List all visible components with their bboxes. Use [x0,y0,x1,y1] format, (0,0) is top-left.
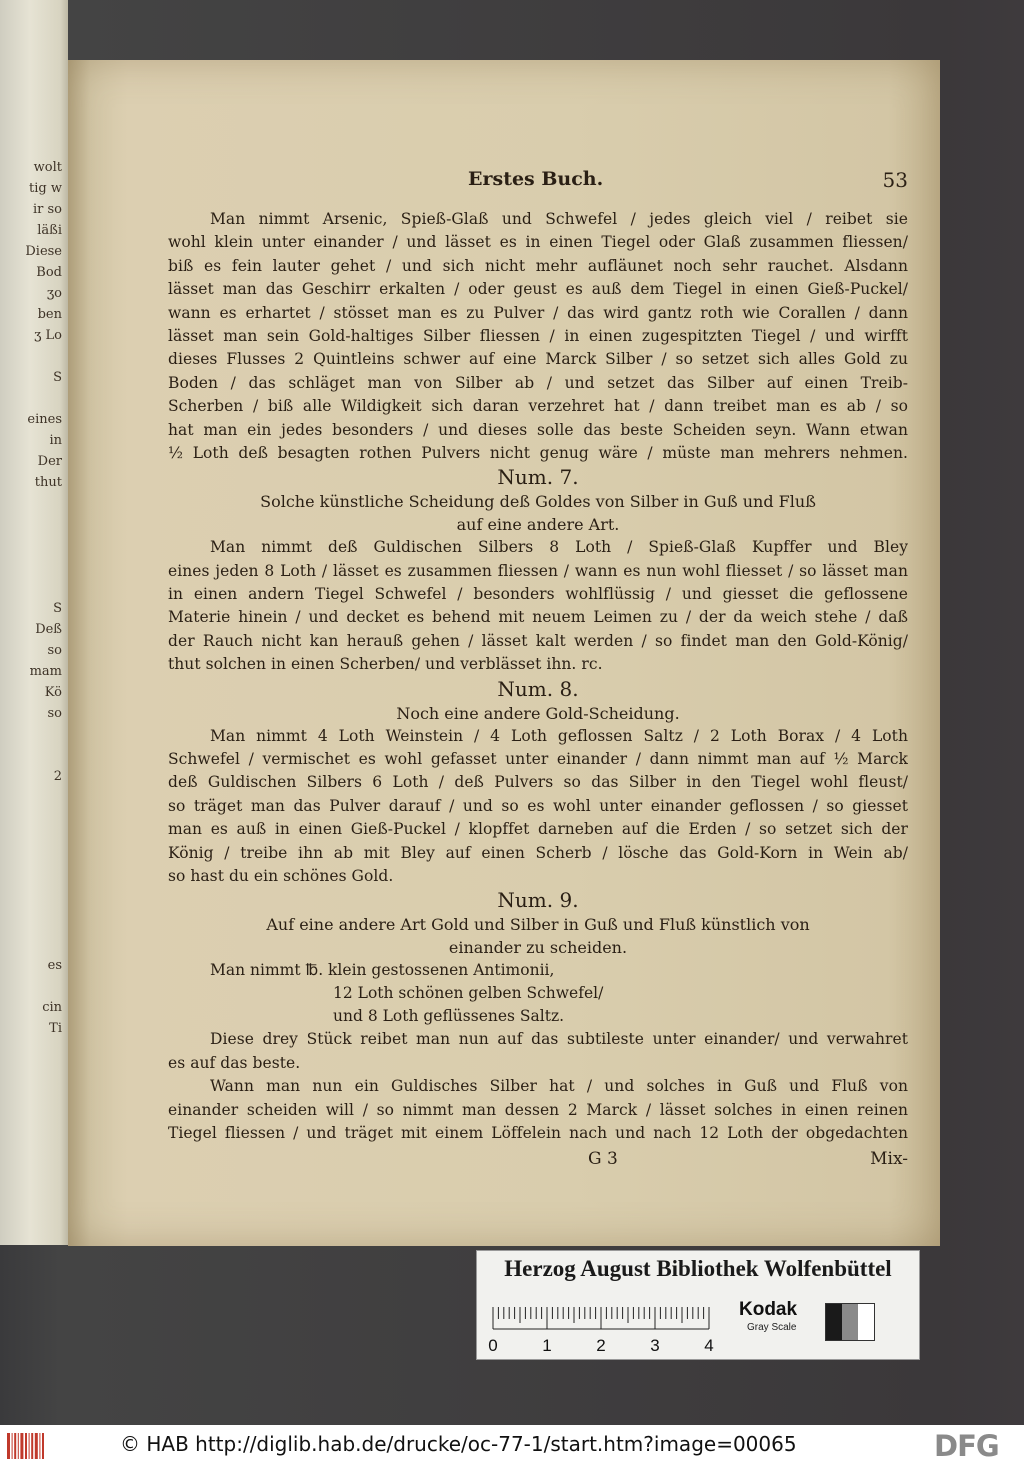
section-title-line: auf eine andere Art. [456,515,620,535]
left-page-fragment [0,727,62,748]
left-page-fragment: Bod [36,265,62,280]
paragraph-2 [168,536,908,676]
gray-scale-patches [825,1303,875,1341]
text-line: einander scheiden will / so nimmt man dessen 2 Marck / lässet solches in einen reinen [168,1100,908,1119]
page-text [168,168,908,1175]
text-line: Man nimmt 4 Loth Weinstein / 4 Loth geflossen Saltz / 2 Loth Borax / 4 Loth [210,726,908,745]
text-line: Man nimmt deß Guldischen Silbers 8 Loth / Spieß-Glaß Kupffer und Bley [210,538,908,557]
running-title: Erstes Buch. [468,168,604,190]
left-page-fragment: ben [37,307,62,322]
left-page-fragment [0,853,62,874]
barcode-bar [14,1433,16,1459]
recipe-line: Man nimmt ℔. klein gestossenen Antimonii, [210,961,555,980]
left-page-fragment: ʒ Lo [34,328,62,343]
left-page-fragment: eines [27,412,62,427]
text-line: Boden / das schläget man von Silber ab / und setzet das Silber auf einen Treib- [168,373,908,392]
page-footer-line [168,1147,908,1175]
text-line: Tiegel fliessen / und träget mit einem Löffelein nach und nach 12 Loth der obgedachten [168,1123,908,1142]
text-line: man es auß in einen Gieß-Puckel / klopffet darneben auf die Erden / so setzet sich der [168,820,908,839]
left-page-fragment [0,538,62,559]
text-line: in einen andern Tiegel Schwefel / besonders wohlflüssig / und giesset die geflossene [168,585,908,604]
left-page-fragment: Deß [35,622,62,637]
section-title-line: Noch eine andere Gold-Scheidung. [396,703,680,723]
left-page-fragment [0,811,62,832]
left-page-fragment [0,580,62,601]
barcode-bar [35,1433,38,1459]
ruler-number: 2 [596,1336,606,1355]
barcode-bar [25,1433,27,1459]
text-line: so träget man das Pulver darauf / und so es wohl unter einander geflossen / so giesset [168,796,908,815]
left-page-fragment [0,496,62,517]
left-page-fragment [0,790,62,811]
barcode-bar [20,1433,23,1459]
text-line: dieses Flusses 2 Quintleins schwer auf eine Marck Silber / so setzet sich alles Gold zu [168,350,908,369]
left-page-fragment [0,979,62,1000]
left-page-fragment [0,874,62,895]
left-page-fragment: so [47,643,62,658]
section-heading-num8: Num. 8. [497,676,579,701]
gray-patch [826,1304,842,1340]
ruler-number: 4 [704,1336,714,1355]
text-line: ½ Loth deß besagten rothen Pulvers nicht genug wäre / müste man mehrers nehmen. [168,443,908,462]
barcode-bar [18,1433,19,1459]
ruler-number: 1 [542,1336,552,1355]
section-title-line: einander zu scheiden. [448,938,628,958]
footer-bar [0,1425,1024,1467]
text-line: Schwefel / vermischet es wohl gefasset unter einander / dann nimmt man auf ½ Marck [168,750,908,769]
left-page-fragment: in [49,433,62,448]
ruler [488,1295,714,1355]
left-page-fragment: so [47,706,62,721]
page-number: 53 [882,168,908,192]
running-head [168,168,908,208]
text-line: biß es fein lauter gehet / und sich nicht mehr aufläunet noch sehr rauchet. Alsdann [168,256,908,275]
left-page-fragment: Ti [49,1021,62,1036]
text-line: Man nimmt Arsenic, Spieß-Glaß und Schwefel / jedes gleich viel / reibet sie [210,210,908,228]
left-page-fragment [0,349,62,370]
text-line: thut solchen in einen Scherben/ und verblässet ihn. rc. [168,655,603,674]
text-line: Scherben / biß alle Wildigkeit sich daran verzehret hat / dann treibet man es ab / so [168,397,908,416]
section-title-line: Solche künstliche Scheidung deß Goldes von Silber in Guß und Fluß [260,492,816,512]
left-page-fragment: thut [34,475,62,490]
footer-url[interactable]: © HAB http://diglib.hab.de/drucke/oc-77-1/start.htm?image=00065 [120,1432,797,1456]
left-page-fragment: Der [37,454,62,469]
barcode-bar [29,1433,30,1459]
left-page-fragment: läßi [37,223,62,238]
left-page-fragment [0,832,62,853]
text-line: wann es erhartet / stösset man es zu Pulver / das wird gantz roth wie Corallen / dann [168,303,908,322]
paragraph-4 [168,1028,908,1075]
ruler-number: 3 [650,1336,660,1355]
text-line: Materie hinein / und decket es behend mit neuem Leimen zu / der da weich stehe / daß [168,608,908,627]
left-page-fragment: ir so [32,202,62,217]
left-page-fragment: wolt [33,160,62,175]
text-line: König / treibe ihn ab mit Bley auf einen Scherb / lösche das Gold-Korn in Wein ab/ [168,843,908,862]
section-title-line: Auf eine andere Art Gold und Silber in Guß und Fluß künstlich von [266,915,810,935]
text-line: wohl klein unter einander / und lässet es in einen Tiegel oder Glaß zusammen fliessen/ [168,233,908,252]
paragraph-3 [168,725,908,889]
left-page-fragment [0,916,62,937]
left-page-fragment [0,559,62,580]
recipe-line: und 8 Loth geflüssenes Saltz. [333,1007,565,1026]
left-page-fragments [0,160,62,1042]
left-page-fragment: S [53,601,62,616]
text-line: eines jeden 8 Loth / lässet es zusammen fliessen / wann es nun wohl fliesset / so lässet man [168,561,908,580]
barcode-bar [7,1433,10,1459]
left-page-fragment [0,748,62,769]
section-heading-num9: Num. 9. [497,888,579,913]
text-line: lässet man sein Gold-haltiges Silber fliessen / in einen zugespitzten Tiegel / und wirfft [168,326,908,345]
text-line: es auf das beste. [168,1053,301,1072]
color-scale-card [476,1250,920,1360]
gray-patch [858,1304,874,1340]
left-page-fragment [0,895,62,916]
barcode-bar [12,1433,13,1459]
paragraph-5 [168,1075,908,1145]
text-line: lässet man das Geschirr erkalten / oder geust es auß dem Tiegel in einen Gieß-Puckel/ [168,280,908,299]
barcode-icon [6,1431,46,1461]
text-line: deß Guldischen Silbers 6 Loth / deß Pulvers so das Silber in den Tiegel wohl fleust/ [168,773,908,792]
left-page-fragment [0,937,62,958]
left-page-fragment: ʒo [46,286,62,301]
text-line: hat man ein jedes besonders / und dieses solle das beste Scheiden seyn. Wann etwan [168,420,908,439]
barcode-bar [42,1433,44,1459]
dfg-logo: DFG [934,1429,999,1463]
recipe-line: 12 Loth schönen gelben Schwefel/ [333,984,604,1003]
gray-patch [842,1304,858,1340]
barcode-bar [31,1433,33,1459]
text-line: der Rauch nicht kan herauß gehen / lässet kalt werden / so findet man den Gold-König/ [168,631,908,650]
text-line: Diese drey Stück reibet man nun auf das subtileste unter einander/ und verwahret [210,1030,908,1049]
book-page [68,60,940,1246]
left-page-fragment [0,391,62,412]
text-line: so hast du ein schönes Gold. [168,866,394,885]
text-line: Wann man nun ein Guldisches Silber hat / und solches in Guß und Fluß von [210,1077,908,1096]
ruler-number: 0 [488,1336,498,1355]
barcode-bar [39,1433,40,1459]
left-page-fragment: S [53,370,62,385]
left-page-fragment: Diese [25,244,62,259]
left-page-fragment: cin [42,1000,62,1015]
library-name: Herzog August Bibliothek Wolfenbüttel [504,1256,892,1281]
left-page-fragment: tig w [29,181,62,196]
left-page-fragment [0,517,62,538]
left-page-fragment: mam [29,664,62,679]
gray-scale-label: Gray Scale [747,1322,797,1333]
left-page-fragment: Kö [44,685,62,700]
catchword: Mix- [870,1149,908,1170]
left-page-fragment: es [47,958,62,973]
kodak-logo: Kodak [739,1299,798,1320]
signature-mark: G 3 [588,1149,618,1170]
recipe-list [168,959,908,1028]
paragraph-1 [168,208,908,465]
left-page-fragment: 2 [53,769,62,784]
section-heading-num7: Num. 7. [497,465,579,490]
